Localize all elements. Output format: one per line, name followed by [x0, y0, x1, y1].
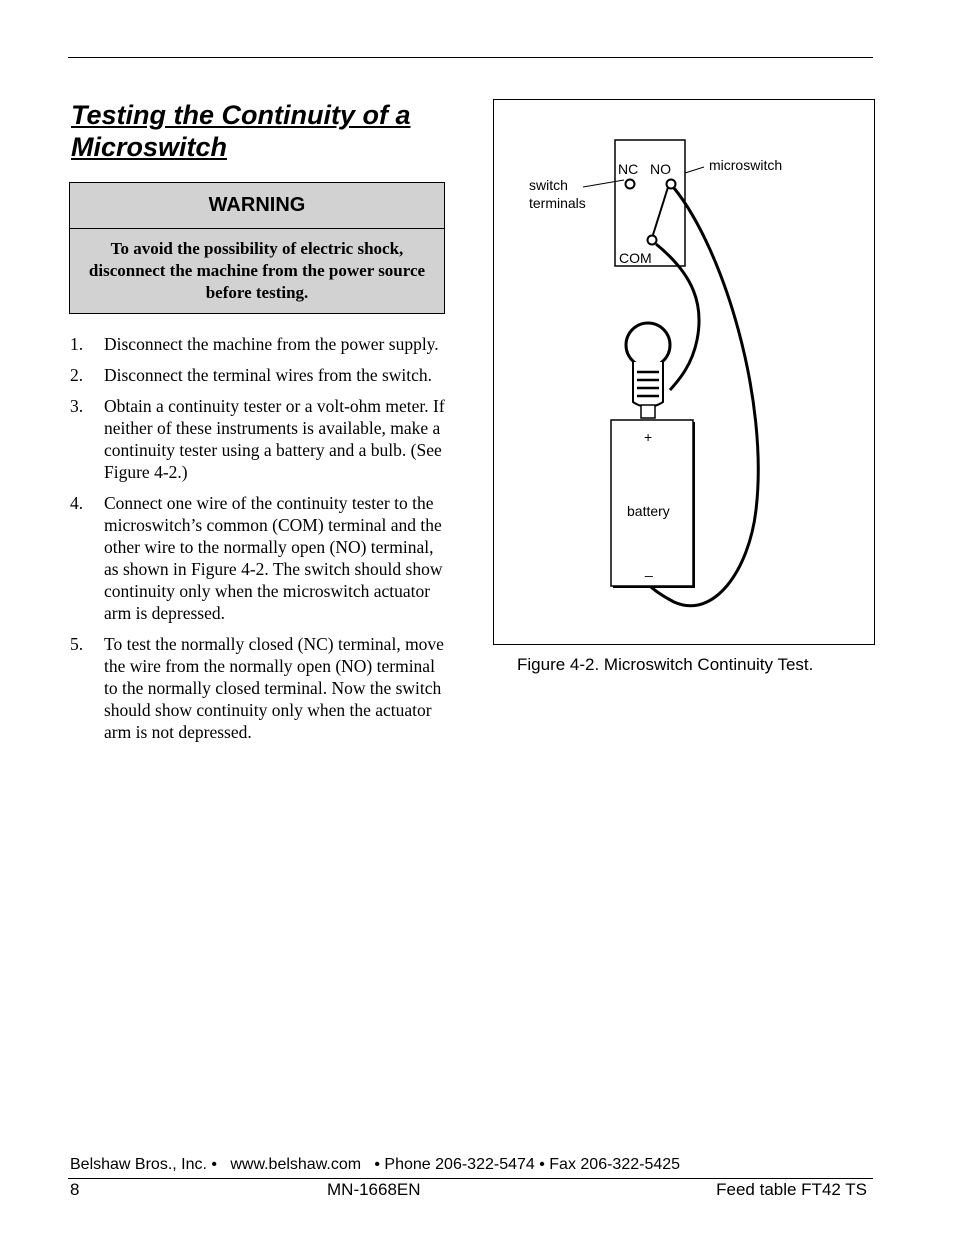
- step-item: [70, 395, 445, 483]
- step-item: [70, 633, 445, 743]
- step-item: [70, 364, 445, 386]
- warning-heading: WARNING: [70, 183, 444, 229]
- footer-rule: [68, 1178, 873, 1179]
- microswitch-leader: [685, 167, 704, 173]
- nc-terminal-icon: [626, 180, 635, 189]
- switch-label: switch: [529, 177, 568, 193]
- step-number: 2.: [70, 365, 84, 385]
- continuity-diagram: [494, 100, 874, 644]
- footer-row: [70, 1180, 867, 1202]
- microswitch-body: [615, 140, 685, 266]
- warning-box: [69, 182, 445, 314]
- battery-label: battery: [627, 503, 670, 519]
- microswitch-label: microswitch: [709, 157, 783, 173]
- step-item: [70, 492, 445, 624]
- page-title: Testing the Continuity of a Microswitch: [71, 100, 411, 162]
- figure-caption: Figure 4-2. Microswitch Continuity Test.: [517, 655, 814, 674]
- minus-label: _: [645, 561, 653, 577]
- step-text: Connect one wire of the continuity tester to the microswitch’s common (COM) terminal and the other wire to the normally open (NO) terminal, as shown in Figure 4-2. The switch should show continuity only when the microswitch actuator arm is depressed.: [104, 493, 443, 623]
- document-number: MN-1668EN: [327, 1180, 421, 1199]
- step-number: 1.: [70, 334, 84, 354]
- bulb-base-icon: [633, 362, 663, 407]
- step-text: To test the normally closed (NC) terminal, move the wire from the normally open (NO) terminal to the normally closed terminal. Now the switch should show continuity only when the actuator arm is not depressed.: [104, 634, 444, 742]
- figure-frame: [493, 99, 875, 645]
- com-label: COM: [619, 250, 652, 266]
- step-number: 4.: [70, 493, 84, 513]
- no-label: NO: [650, 161, 671, 177]
- warning-text: To avoid the possibility of electric shock, disconnect the machine from the power source before testing.: [88, 239, 426, 302]
- plus-label: +: [644, 429, 653, 445]
- footer-company-line: Belshaw Bros., Inc. • www.belshaw.com • Phone 206-322-5474 • Fax 206-322-5425: [70, 1156, 681, 1173]
- com-terminal-icon: [648, 236, 657, 245]
- header-rule: [68, 57, 873, 58]
- step-item: [70, 333, 445, 355]
- terminals-label: terminals: [529, 195, 586, 211]
- step-text: Disconnect the terminal wires from the switch.: [104, 365, 433, 385]
- step-number: 3.: [70, 396, 84, 416]
- page-number: 8: [70, 1180, 80, 1199]
- step-text: Obtain a continuity tester or a volt-ohm meter. If neither of these instruments is available, make a continuity tester using a battery and a bulb. (See Figure 4-2.): [104, 396, 445, 482]
- nc-label: NC: [618, 161, 639, 177]
- procedure-steps: [70, 333, 445, 752]
- step-number: 5.: [70, 634, 84, 654]
- bulb-tip: [641, 405, 655, 418]
- model-name: Feed table FT42 TS: [716, 1180, 867, 1199]
- no-terminal-icon: [667, 180, 676, 189]
- step-text: Disconnect the machine from the power supply.: [104, 334, 439, 354]
- bulb-globe-icon: [626, 323, 670, 367]
